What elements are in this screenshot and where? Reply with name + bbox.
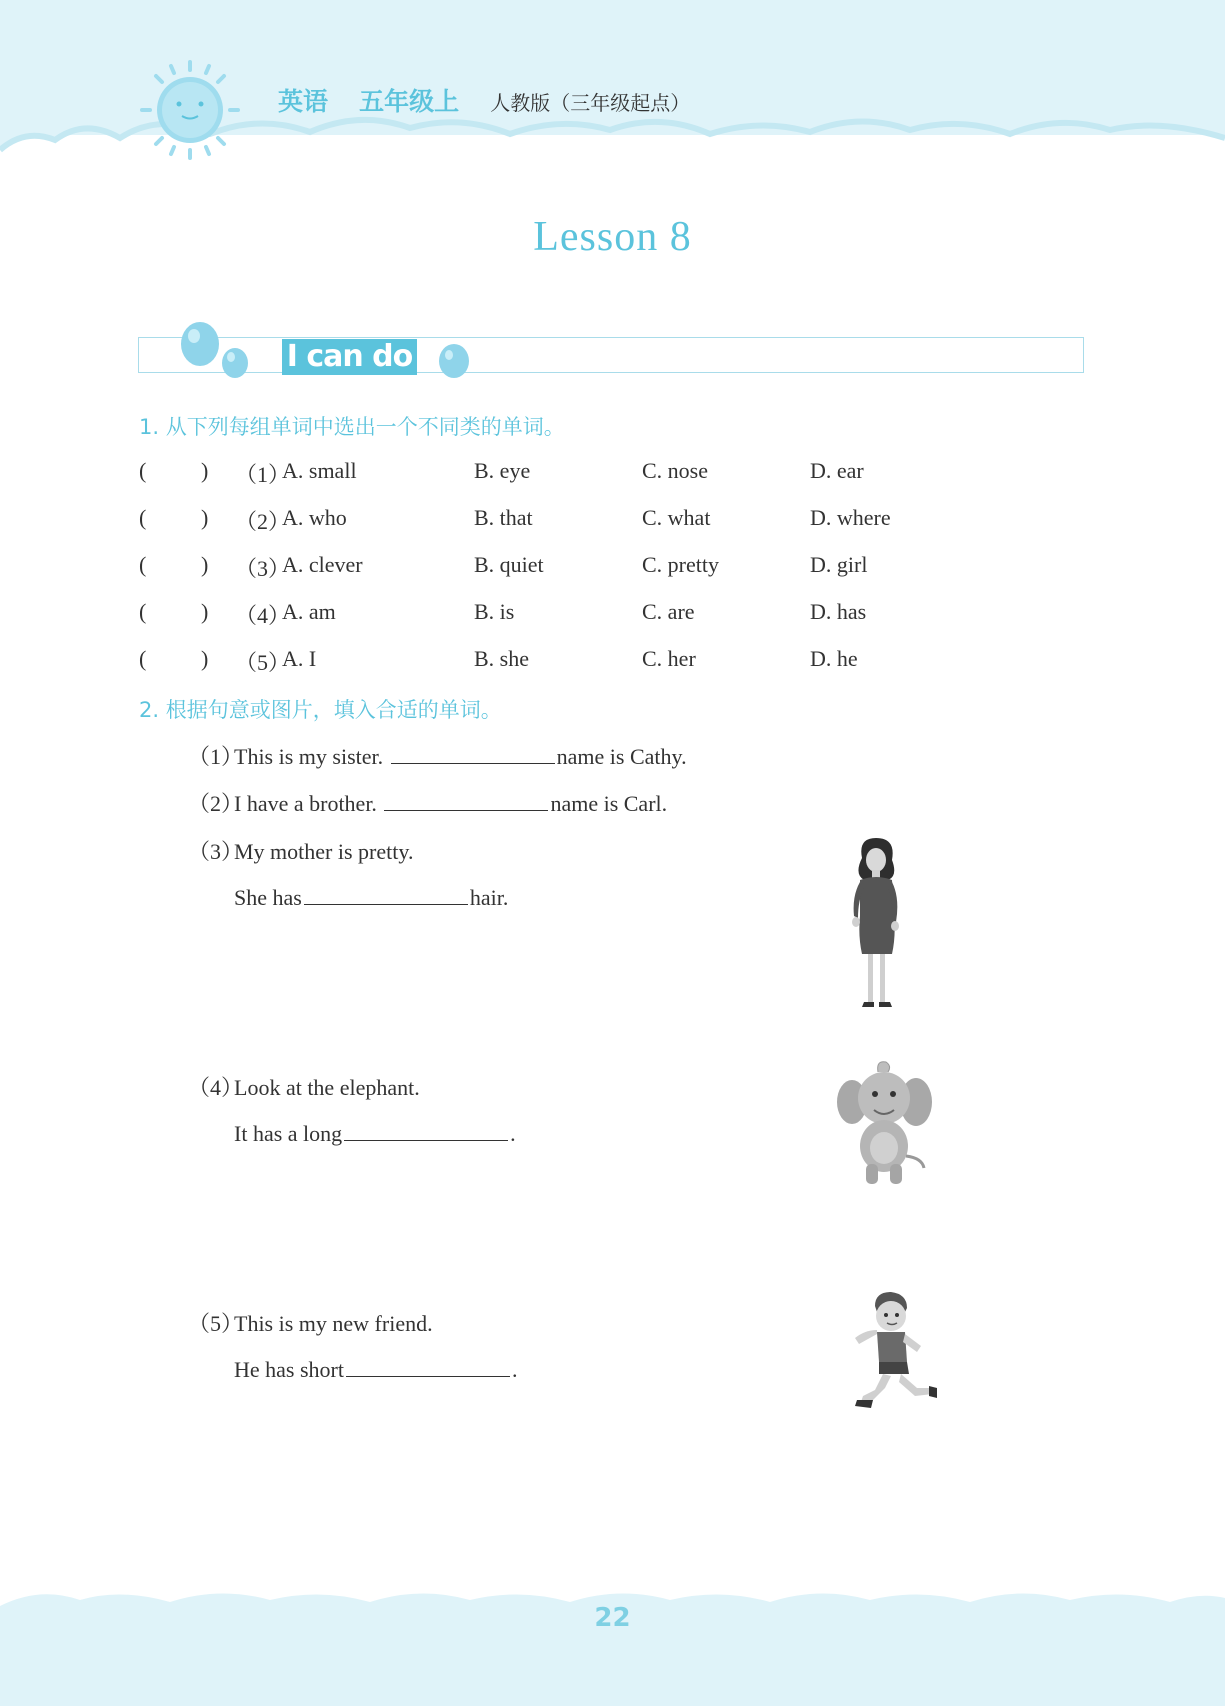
- option-a: A. clever: [282, 552, 363, 577]
- woman-illustration: [840, 836, 910, 1012]
- header-subject: 英语: [278, 87, 329, 116]
- option-c: C. her: [642, 646, 696, 671]
- option-d: D. where: [810, 505, 891, 530]
- fill-item-5-line1: [188, 1307, 433, 1338]
- option-d: D. he: [810, 646, 858, 671]
- question-row: [139, 599, 1039, 629]
- sentence-before: It has a long: [234, 1121, 343, 1146]
- answer-paren-close: ): [201, 552, 209, 577]
- fill-item-2: [188, 787, 667, 818]
- question-number: （5）: [235, 650, 291, 675]
- sentence-before: She has: [234, 885, 302, 910]
- elephant-illustration: [836, 1060, 934, 1188]
- option-d: D. has: [810, 599, 867, 624]
- section-banner-frame: [138, 337, 1084, 373]
- item-number: （3）: [188, 839, 244, 864]
- option-b: B. that: [474, 505, 533, 530]
- balloon-icon: [436, 343, 472, 383]
- option-c: C. what: [642, 505, 711, 530]
- option-a: A. who: [282, 505, 347, 530]
- option-a: A. am: [282, 599, 336, 624]
- question-row: [139, 505, 1039, 535]
- option-b: B. is: [474, 599, 515, 624]
- answer-paren-close: ): [201, 599, 209, 624]
- header-edition: 人教版（三年级起点）: [490, 91, 691, 115]
- option-b: B. eye: [474, 458, 531, 483]
- answer-blank[interactable]: [304, 882, 468, 905]
- sentence-before: I have a brother.: [234, 791, 383, 816]
- sentence-after: .: [510, 1121, 516, 1146]
- answer-paren-close: ): [201, 505, 209, 530]
- question-number: （2）: [235, 509, 291, 534]
- option-c: C. are: [642, 599, 695, 624]
- fill-item-5-line2: [234, 1354, 517, 1383]
- sentence-after: hair.: [469, 885, 509, 910]
- question-number: （3）: [235, 556, 291, 581]
- boy-illustration: [845, 1292, 939, 1414]
- option-c: C. pretty: [642, 552, 719, 577]
- part2-instruction: 2. 根据句意或图片，填入合适的单词。: [139, 698, 502, 722]
- question-number: （1）: [235, 462, 291, 487]
- fill-item-4-line1: [188, 1071, 420, 1102]
- answer-paren-open: (: [139, 458, 147, 483]
- option-b: B. she: [474, 646, 529, 671]
- sentence-after: name is Carl.: [550, 791, 668, 816]
- sentence-after: .: [511, 1357, 518, 1382]
- answer-blank[interactable]: [384, 788, 548, 811]
- answer-paren-close: ): [201, 458, 209, 483]
- question-row: [139, 646, 1039, 676]
- sentence-before: This is my sister.: [234, 744, 389, 769]
- sentence-before: He has short: [234, 1357, 344, 1382]
- item-number: （5）: [188, 1311, 244, 1336]
- balloon-icon: [178, 320, 258, 382]
- header-grade: 五年级上: [359, 87, 460, 116]
- sentence-line1: My mother is pretty.: [234, 839, 414, 864]
- sentence-after: name is Cathy.: [556, 744, 687, 769]
- sentence-line1: Look at the elephant.: [234, 1075, 420, 1100]
- answer-blank[interactable]: [391, 741, 555, 764]
- section-label: I can do: [282, 339, 417, 375]
- question-number: （4）: [235, 603, 291, 628]
- item-number: （1）: [188, 744, 244, 769]
- part1-instruction: 1. 从下列每组单词中选出一个不同类的单词。: [139, 415, 565, 439]
- option-c: C. nose: [642, 458, 708, 483]
- answer-paren-open: (: [139, 599, 147, 624]
- item-number: （4）: [188, 1075, 244, 1100]
- answer-blank[interactable]: [346, 1354, 510, 1377]
- question-row: [139, 458, 1039, 488]
- fill-item-1: [188, 740, 687, 771]
- page-number: 22: [594, 1603, 631, 1633]
- item-number: （2）: [188, 791, 244, 816]
- fill-item-3-line2: [234, 882, 508, 911]
- answer-paren-close: ): [201, 646, 209, 671]
- answer-paren-open: (: [139, 505, 147, 530]
- answer-blank[interactable]: [344, 1118, 508, 1141]
- lesson-title: Lesson 8: [533, 214, 692, 260]
- question-row: [139, 552, 1039, 582]
- option-d: D. ear: [810, 458, 864, 483]
- header-text: [278, 82, 690, 118]
- option-a: A. I: [282, 646, 317, 671]
- sentence-line1: This is my new friend.: [234, 1311, 433, 1336]
- fill-item-3-line1: [188, 835, 413, 866]
- option-d: D. girl: [810, 552, 868, 577]
- option-b: B. quiet: [474, 552, 544, 577]
- fill-item-4-line2: [234, 1118, 516, 1147]
- option-a: A. small: [282, 458, 357, 483]
- answer-paren-open: (: [139, 646, 147, 671]
- answer-paren-open: (: [139, 552, 147, 577]
